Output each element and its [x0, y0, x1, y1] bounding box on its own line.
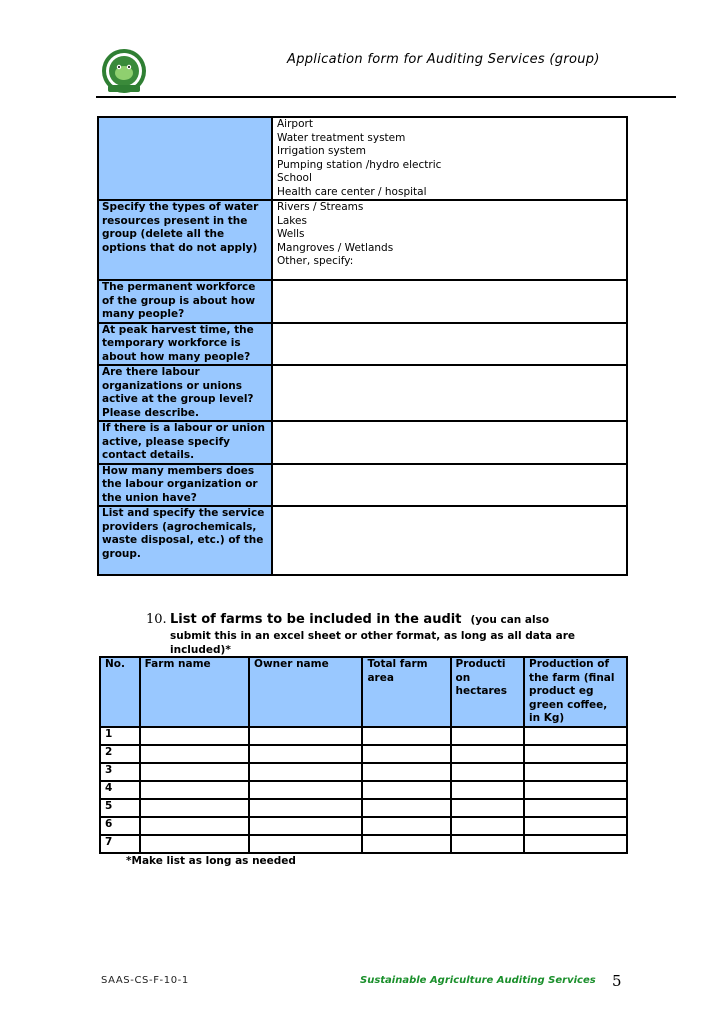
total-area-cell[interactable] — [362, 835, 450, 853]
production-hectares-cell[interactable] — [451, 763, 525, 781]
production-hectares-cell[interactable] — [451, 745, 525, 763]
row-number: 6 — [100, 817, 140, 835]
section-note-line3: included)* — [170, 643, 231, 656]
section-title — [170, 612, 549, 627]
production-hectares-cell[interactable] — [451, 781, 525, 799]
production-hectares-cell[interactable] — [451, 727, 525, 745]
total-area-cell[interactable] — [362, 763, 450, 781]
temporary-workforce-label: At peak harvest time, the temporary workforce is about how many people? — [98, 323, 272, 366]
table-row — [100, 727, 627, 745]
owner-name-cell[interactable] — [249, 763, 362, 781]
table-row — [98, 421, 627, 464]
table-row — [98, 464, 627, 507]
production-hectares-cell[interactable] — [451, 799, 525, 817]
row-number: 5 — [100, 799, 140, 817]
option-text: Rivers / Streams — [277, 201, 364, 213]
row-number: 3 — [100, 763, 140, 781]
union-members-label: How many members does the labour organization or the union have? — [98, 464, 272, 507]
total-area-cell[interactable] — [362, 745, 450, 763]
production-cell[interactable] — [524, 727, 627, 745]
farm-name-cell[interactable] — [140, 763, 249, 781]
footer-organization: Sustainable Agriculture Auditing Services — [360, 975, 596, 986]
owner-name-cell[interactable] — [249, 781, 362, 799]
option-text: Irrigation system — [277, 145, 366, 157]
page-number: 5 — [612, 972, 622, 990]
col-header-owner-name: Owner name — [249, 657, 362, 727]
table-row — [100, 745, 627, 763]
table-row — [98, 506, 627, 575]
option-text: Airport — [277, 118, 313, 130]
section-note-line1: (you can also — [470, 614, 550, 626]
table-row — [98, 280, 627, 323]
row-number: 1 — [100, 727, 140, 745]
col-header-no: No. — [100, 657, 140, 727]
owner-name-cell[interactable] — [249, 835, 362, 853]
production-cell[interactable] — [524, 745, 627, 763]
table-row — [100, 817, 627, 835]
option-text: Water treatment system — [277, 131, 406, 144]
owner-name-cell[interactable] — [249, 799, 362, 817]
table-row — [100, 763, 627, 781]
service-providers-label: List and specify the service providers (agrochemicals, waste disposal, etc.) of the group. — [98, 506, 272, 575]
owner-name-cell[interactable] — [249, 817, 362, 835]
table-row — [98, 365, 627, 421]
option-text: Other, specify: — [277, 255, 354, 267]
permanent-workforce-input[interactable] — [272, 280, 627, 323]
permanent-workforce-label: The permanent workforce of the group is about how many people? — [98, 280, 272, 323]
section-note-continuation — [170, 630, 575, 657]
total-area-cell[interactable] — [362, 817, 450, 835]
total-area-cell[interactable] — [362, 781, 450, 799]
table-row — [98, 323, 627, 366]
rainforest-alliance-logo — [96, 47, 152, 95]
farm-name-cell[interactable] — [140, 835, 249, 853]
section-number: 10. — [146, 612, 167, 627]
col-header-farm-name: Farm name — [140, 657, 249, 727]
option-text: Mangroves / Wetlands — [277, 241, 394, 254]
total-area-cell[interactable] — [362, 799, 450, 817]
production-hectares-cell[interactable] — [451, 817, 525, 835]
production-cell[interactable] — [524, 781, 627, 799]
temporary-workforce-input[interactable] — [272, 323, 627, 366]
union-members-input[interactable] — [272, 464, 627, 507]
owner-name-cell[interactable] — [249, 745, 362, 763]
table-row — [98, 200, 627, 280]
table-header-row — [100, 657, 627, 727]
footer-form-code: SAAS-CS-F-10-1 — [101, 975, 189, 986]
option-text: Pumping station /hydro electric — [277, 158, 442, 171]
table-row — [100, 835, 627, 853]
table-row — [98, 117, 627, 200]
table-row — [100, 799, 627, 817]
option-text: School — [277, 172, 312, 184]
header-rule — [96, 96, 676, 98]
union-contact-label: If there is a labour or union active, please specify contact details. — [98, 421, 272, 464]
water-resources-label: Specify the types of water resources present in the group (delete all the options that do not apply) — [98, 200, 272, 280]
table-row — [100, 781, 627, 799]
production-cell[interactable] — [524, 835, 627, 853]
labour-organizations-input[interactable] — [272, 365, 627, 421]
farm-name-cell[interactable] — [140, 799, 249, 817]
service-providers-input[interactable] — [272, 506, 627, 575]
option-text: Lakes — [277, 214, 307, 227]
farm-name-cell[interactable] — [140, 781, 249, 799]
production-hectares-cell[interactable] — [451, 835, 525, 853]
section-title-text: List of farms to be included in the audit — [170, 612, 462, 627]
col-header-production-hectares: Producti on hectares — [451, 657, 525, 727]
union-contact-input[interactable] — [272, 421, 627, 464]
section-note-line2: submit this in an excel sheet or other format, as long as all data are — [170, 630, 576, 642]
production-cell[interactable] — [524, 799, 627, 817]
farms-table — [99, 656, 628, 854]
production-cell[interactable] — [524, 817, 627, 835]
document-title: Application form for Auditing Services (group) — [287, 52, 600, 67]
production-cell[interactable] — [524, 763, 627, 781]
option-text: Health care center / hospital — [277, 185, 427, 198]
infrastructure-options[interactable] — [272, 117, 627, 200]
row-number: 2 — [100, 745, 140, 763]
water-resources-options[interactable] — [272, 200, 627, 280]
label-cell — [98, 117, 272, 200]
option-text: Wells — [277, 228, 305, 240]
farm-name-cell[interactable] — [140, 727, 249, 745]
col-header-production-farm: Production of the farm (final product eg green coffee, in Kg) — [524, 657, 627, 727]
total-area-cell[interactable] — [362, 727, 450, 745]
farm-name-cell[interactable] — [140, 817, 249, 835]
list-note: *Make list as long as needed — [126, 855, 296, 867]
farm-name-cell[interactable] — [140, 745, 249, 763]
row-number: 7 — [100, 835, 140, 853]
col-header-total-area: Total farm area — [362, 657, 450, 727]
row-number: 4 — [100, 781, 140, 799]
owner-name-cell[interactable] — [249, 727, 362, 745]
group-info-table — [97, 116, 628, 576]
labour-organizations-label: Are there labour organizations or unions active at the group level? Please describe. — [98, 365, 272, 421]
